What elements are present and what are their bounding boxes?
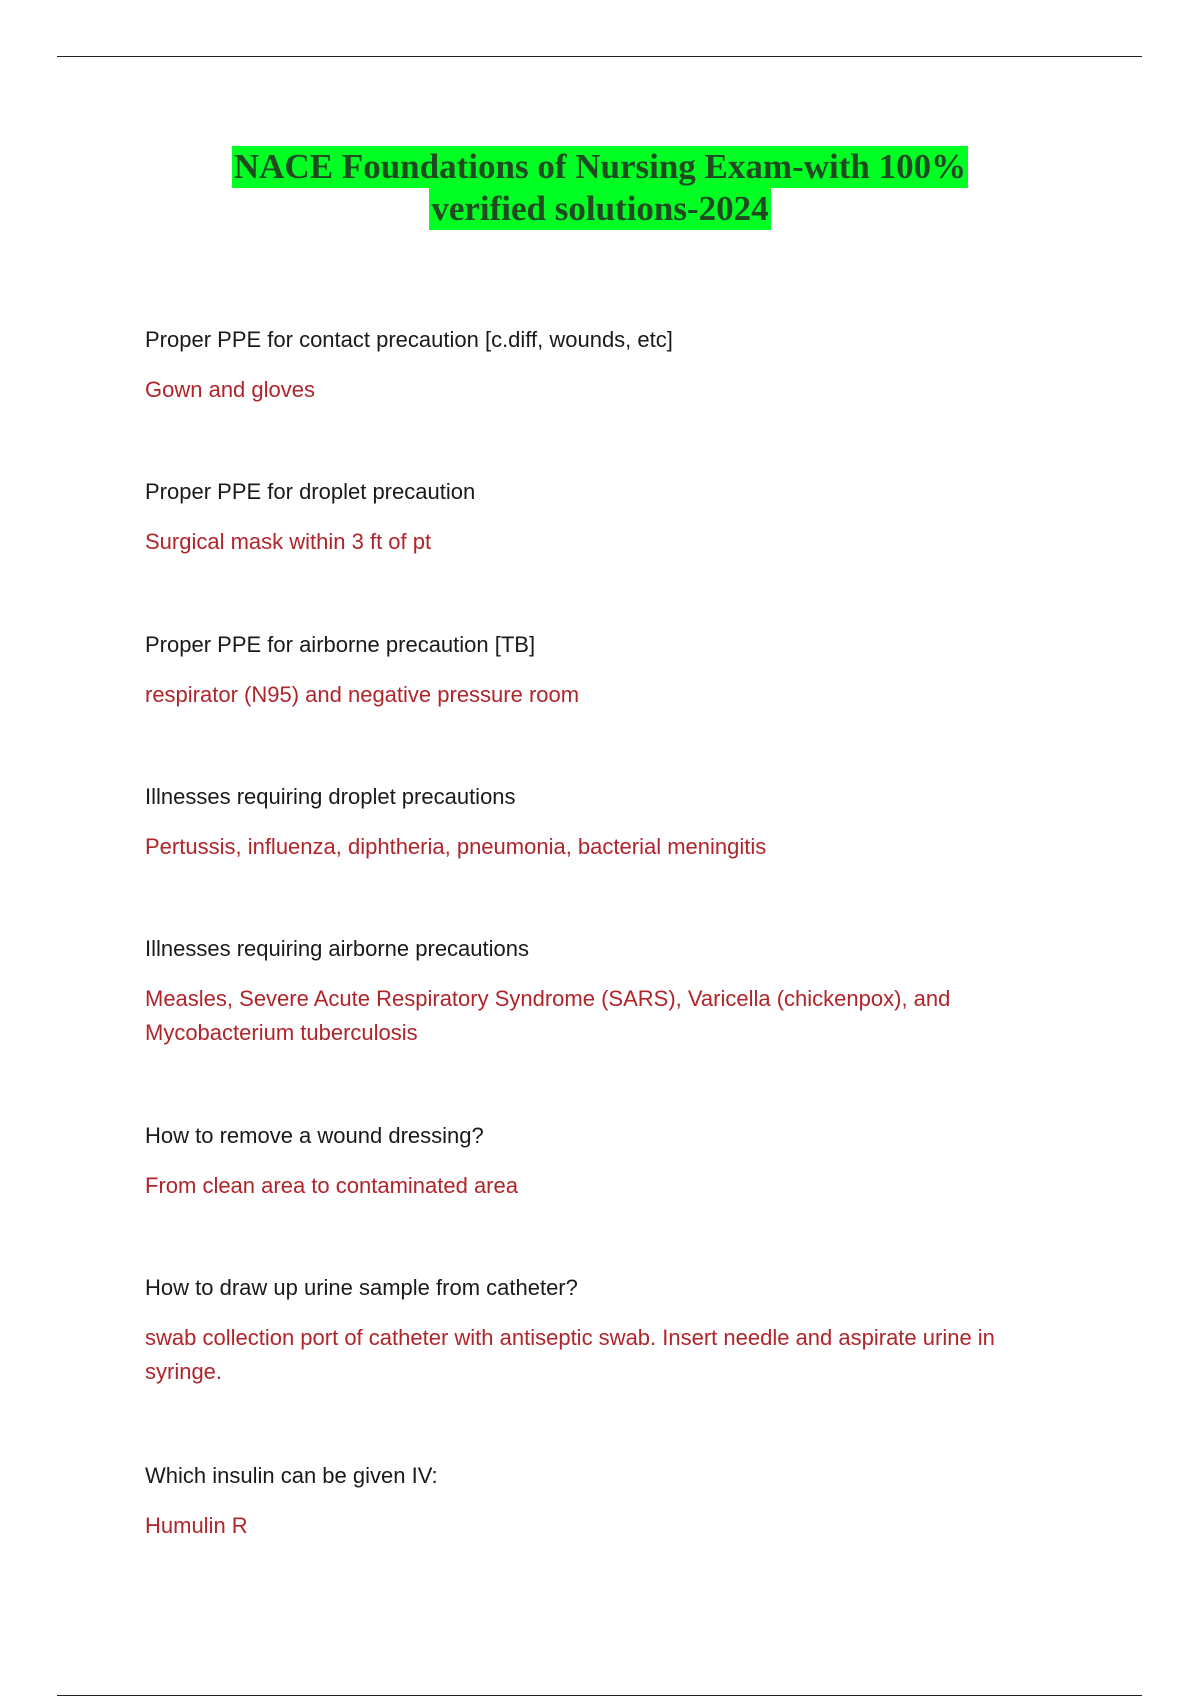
- answer-text: Surgical mask within 3 ft of pt: [145, 529, 432, 554]
- question-text: Proper PPE for airborne precaution [TB]: [145, 632, 536, 657]
- qa-item-8: [145, 1459, 1045, 1543]
- qa-item-2: [145, 475, 1045, 559]
- answer-text: Humulin R: [145, 1513, 248, 1538]
- title-line-2: verified solutions-2024: [431, 189, 769, 228]
- qa-item-5: [145, 932, 1045, 1050]
- answer-text: From clean area to contaminated area: [145, 1173, 518, 1198]
- answer-text: swab collection port of catheter with antiseptic swab. Insert needle and aspirate urine in syringe.: [145, 1325, 995, 1384]
- answer-text: Pertussis, influenza, diphtheria, pneumonia, bacterial meningitis: [145, 834, 767, 859]
- question-text: Proper PPE for contact precaution [c.diff, wounds, etc]: [145, 327, 673, 352]
- question-text: Proper PPE for droplet precaution: [145, 479, 476, 504]
- question-text: Which insulin can be given IV:: [145, 1463, 438, 1488]
- question-text: How to remove a wound dressing?: [145, 1123, 484, 1148]
- answer-text: Gown and gloves: [145, 377, 315, 402]
- question-text: Illnesses requiring airborne precautions: [145, 936, 529, 961]
- footer-rule: [57, 1695, 1142, 1696]
- qa-item-4: [145, 780, 1045, 864]
- qa-item-1: [145, 323, 1045, 407]
- title-line-1: NACE Foundations of Nursing Exam-with 100%: [233, 147, 967, 186]
- qa-item-6: [145, 1119, 1045, 1203]
- header-rule: [57, 56, 1142, 57]
- document-title: [0, 146, 1200, 230]
- question-text: How to draw up urine sample from catheter?: [145, 1275, 578, 1300]
- qa-item-7: [145, 1271, 1045, 1389]
- answer-text: respirator (N95) and negative pressure room: [145, 682, 580, 707]
- question-text: Illnesses requiring droplet precautions: [145, 784, 516, 809]
- answer-text: Measles, Severe Acute Respiratory Syndrome (SARS), Varicella (chickenpox), and Mycobacterium tuberculosis: [145, 986, 951, 1045]
- qa-item-3: [145, 628, 1045, 712]
